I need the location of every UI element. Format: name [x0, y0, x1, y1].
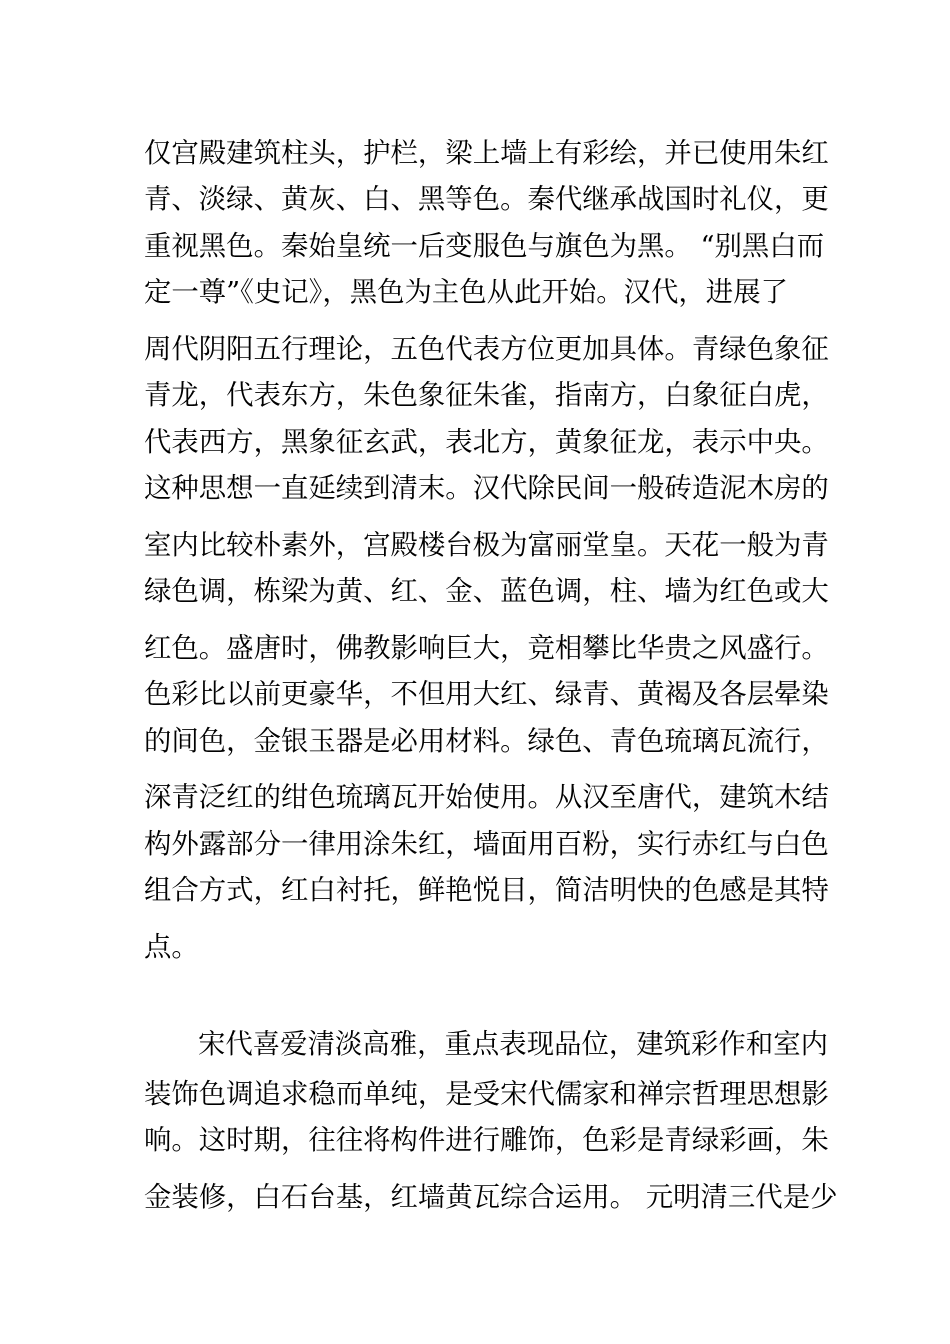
text-line: 点。 — [144, 932, 199, 963]
text-line: 这种思想一直延续到清末。汉代除民间一般砖造泥木房的 — [144, 473, 829, 504]
text-line: 重视黑色。秦始皇统一后变服色与旗色为黑。 “别黑白而 — [144, 231, 825, 262]
text-line: 深青泛红的绀色琉璃瓦开始使用。从汉至唐代，建筑木结 — [144, 782, 829, 813]
text-line: 定一尊”《史记》，黑色为主色从此开始。汉代，进展了 — [144, 277, 788, 308]
text-line: 的间色，金银玉器是必用材料。绿色、青色琉璃瓦流行， — [144, 726, 829, 757]
text-line: 绿色调，栋梁为黄、红、金、蓝色调，柱、墙为红色或大 — [144, 576, 829, 607]
text-line: 青、淡绿、黄灰、白、黑等色。秦代继承战国时礼仪，更 — [144, 184, 829, 215]
text-line: 红色。盛唐时，佛教影响巨大，竞相攀比华贵之风盛行。 — [144, 633, 829, 664]
text-line: 构外露部分一律用涂朱红，墙面用百粉，实行赤红与白色 — [144, 829, 829, 860]
text-line: 金装修，白石台基，红墙黄瓦综合运用。 元明清三代是少 — [144, 1182, 838, 1213]
text-line: 仅宫殿建筑柱头，护栏，梁上墙上有彩绘，并已使用朱红 — [144, 138, 829, 169]
text-line: 代表西方，黑象征玄武，表北方，黄象征龙，表示中央。 — [144, 427, 829, 458]
text-line: 室内比较朴素外，宫殿楼台极为富丽堂皇。天花一般为青 — [144, 530, 829, 561]
text-line: 响。这时期，往往将构件进行雕饰，色彩是青绿彩画，朱 — [144, 1125, 829, 1156]
text-line: 周代阴阳五行理论，五色代表方位更加具体。青绿色象征 — [144, 334, 829, 365]
text-line: 宋代喜爱清淡高雅，重点表现品位，建筑彩作和室内 — [198, 1029, 828, 1060]
text-line: 装饰色调追求稳而单纯，是受宋代儒家和禅宗哲理思想影 — [144, 1079, 829, 1110]
text-line: 色彩比以前更豪华，不但用大红、绿青、黄褐及各层晕染 — [144, 679, 829, 710]
text-line: 青龙，代表东方，朱色象征朱雀，指南方，白象征白虎， — [144, 380, 829, 411]
text-line: 组合方式，红白衬托，鲜艳悦目，简洁明快的色感是其特 — [144, 875, 829, 906]
